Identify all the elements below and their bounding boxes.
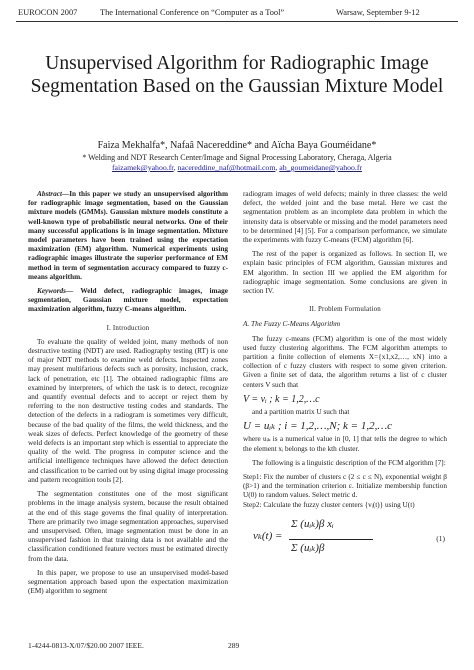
copyright-footer: 1-4244-0813-X/07/$20.00 2007 IEEE.	[28, 641, 144, 650]
header-rule	[16, 21, 458, 22]
email-list	[0, 162, 474, 173]
email-link[interactable]: nacereddine_naf@hotmail.com	[177, 163, 276, 172]
paragraph: radiogram images of weld defects; mainly in three classes: the weld defect, the welded joint and the base metal. Here we cast the segmentation problem as an incomplete data problem in which the intensity data is observable or missing and the model parameters need to be determined [4] [5]. For a comparison performance, we simulate the experiments with fuzzy C-means (FCM) algorithm [6].	[243, 190, 447, 245]
paragraph: and a partition matrix U such that	[252, 408, 350, 417]
email-link[interactable]: ab_goumeidane@yahoo.fr	[279, 163, 363, 172]
paragraph: To evaluate the quality of welded joint, many methods of non destructive testing (NDT) are used. Radiography testing (RT) is one of major NDT methods to examine weld defects. Inspected zones may present multifarious defects such as porosity, inclusion, crack, lack of penetration, etc [1]. The obtained radiographic films are examined by interpreters, of which the task is to detect, recognize and quantify eventual defects and to accept or reject them by referring to the non destructive testing codes and standards. The detection of the defects in a radiogram is sometimes very difficult, because of the bad quality of the films, the weld thickness, and the weak sizes of defects. Perfect knowledge of the geometry of these weld defects is an important step which is essential to appreciate the quality of the weld. The progress in computer science and the artificial intelligence techniques have allowed the defect detection and classification to be carried out by using digital image processing and pattern recognition tools [2].	[28, 337, 228, 484]
page-number: 289	[228, 641, 240, 650]
abstract	[28, 190, 228, 282]
equation-partition-matrix: U = uᵢₖ ; i = 1,2,…,N; k = 1,2,…c	[243, 420, 393, 433]
email-separator: ,	[275, 163, 280, 172]
equation-denominator: Σ (uᵢₖ)β	[291, 541, 325, 554]
section-heading-problem-formulation: II. Problem Formulation	[309, 306, 381, 314]
paper-title: Unsupervised Algorithm for Radiographic Image Segmentation Based on the Gaussian Mixture Model	[30, 53, 444, 97]
abstract-text: —In this paper we study an unsupervised algorithm for radiographic image segmentation, based on the Gaussian mixture models (GMMs). Gaussian mixture models constitute a well-known type of probabilistic neural networks. One of their many successful applications is in image segmentation. Mixture model parameters have been trained using the expectation maximization (EM) algorithm. Numerical experiments using radiographic images illustrate the superior performance of EM method in term of segmentation accuracy compared to fuzzy c-means algorithm.	[28, 190, 228, 281]
fraction-bar	[289, 539, 373, 540]
paragraph: where uᵢₖ is a numerical value in [0, 1] that tells the degree to which the element xᵢ belongs to the kth cluster.	[243, 435, 447, 453]
email-separator: ,	[173, 163, 178, 172]
paragraph: In this paper, we propose to use an unsupervised model-based segmentation approach based upon the expectation maximization (EM) algorithm to segment	[28, 568, 228, 596]
equation-cluster-centers: V = vᵢ ; k = 1,2,…c	[243, 393, 320, 405]
paragraph: The segmentation constitutes one of the most significant problems in the image analysis system, because the result obtained at the end of this stage governs the final quality of interpretation. There are primarily two image segmentation approaches, supervised and unsupervised. Often, image segmentation must be done in an unsupervised fashion in that training data is not available and the classification conditioned feature vectors must be estimated directly from the data.	[28, 490, 228, 563]
paragraph: The rest of the paper is organized as follows. In section II, we explain basic principles of FCM algorithm, Gaussian mixtures and EM algorithm. In section III we applied the EM algorithm for radiographic image segmentation. Some conclusions are given in section IV.	[243, 250, 447, 296]
header-conference: EUROCON 2007	[18, 8, 78, 17]
subsection-heading-fcm: A. The Fuzzy C-Means Algorithm	[243, 320, 341, 329]
keywords-label: Keywords	[37, 287, 66, 296]
abstract-label: Abstract	[37, 190, 62, 198]
equation-1	[243, 514, 447, 570]
right-column	[243, 190, 447, 570]
header-conference-title: The International Conference on “Computer as a Tool”	[100, 8, 285, 17]
author-list: Faiza Mekhalfa*, Nafaâ Nacereddine* and Aïcha Baya Gouméidane*	[97, 140, 377, 151]
section-heading-introduction: I. Introduction	[106, 324, 150, 332]
left-column	[28, 190, 228, 596]
algorithm-step: Step2: Calculate the fuzzy cluster centers {vᵢ(t)} using U(t)	[243, 500, 415, 509]
header-location-date: Warsaw, September 9-12	[336, 8, 420, 17]
keywords-text: — Weld defect, radiographic images, image segmentation, Gaussian mixture model, expectation maximization algorithm, fuzzy C-means algorithm.	[28, 287, 228, 314]
equation-lhs: vₖ(t) =	[253, 529, 283, 542]
keywords	[28, 287, 228, 315]
equation-numerator: Σ (uᵢₖ)β xᵢ	[291, 517, 334, 530]
equation-number: (1)	[436, 533, 445, 543]
paragraph: The fuzzy c-means (FCM) algorithm is one of the most widely used fuzzy clustering algorithms. The FCM algorithm attempts to partition a finite collection of elements X={x1,x2,…, xN} into a collection of c fuzzy clusters with respect to some given criterion. Given a finite set of data, the algorithm returns a list of c cluster centers V such that	[243, 334, 447, 389]
email-link[interactable]: faizamek@yahoo.fr	[111, 163, 174, 172]
affiliation: * Welding and NDT Research Center/Image and Signal Processing Laboratory, Cheraga, Algeria	[82, 153, 392, 162]
algorithm-step: Step1: Fix the number of clusters c (2 ≤ c ≤ N), exponential weight β (β>1) and the termination criterion ε. Initialize membership function U(0) to random values. Select metric d.	[243, 473, 447, 500]
paragraph: The following is a linguistic description of the FCM algorithm [7]:	[252, 458, 446, 467]
